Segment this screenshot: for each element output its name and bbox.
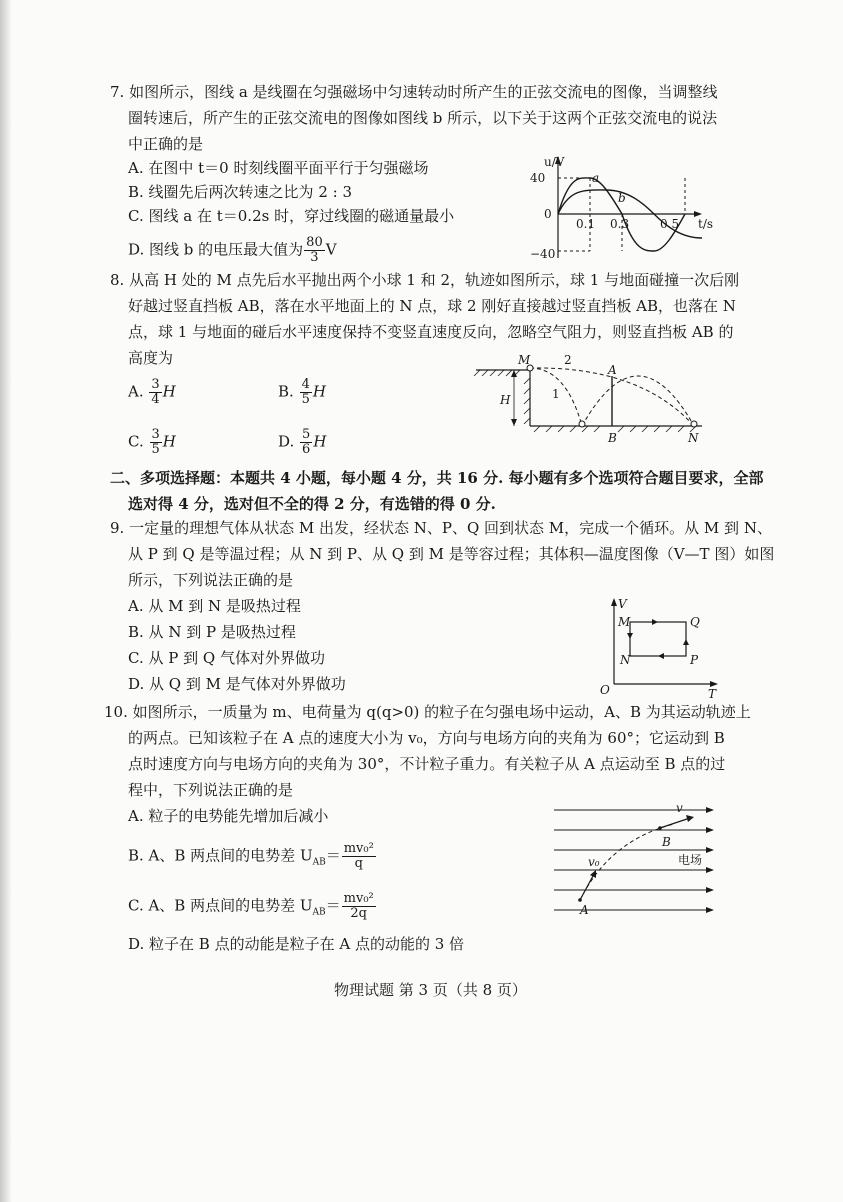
- q8-label-H: H: [500, 393, 511, 407]
- q9-label-M: M: [618, 615, 631, 629]
- q9-label-N: N: [620, 653, 631, 667]
- q8-label-ball2: 2: [564, 353, 572, 367]
- q10-option-b: B. A、B 两点间的电势差 $U_{AB}=$ $\frac{\text{mv₀²}}{q}$: [128, 841, 374, 871]
- q9-origin-O: O: [600, 683, 610, 697]
- q8-label-ball1: 1: [552, 387, 560, 401]
- q9-option-b: B. 从 N 到 P 是吸热过程: [128, 623, 296, 641]
- q9-label-Q: Q: [690, 615, 700, 629]
- q10-stem-line2: 的两点。已知该粒子在 A 点的速度大小为 v₀，方向与电场方向的夹角为 60°；它运动到 B: [128, 729, 725, 747]
- section2-header-line2: 选对得 4 分，选对但不全的得 2 分，有选错的得 0 分.: [128, 495, 496, 513]
- q10-option-c: C. A、B 两点间的电势差 $U_{AB}=$ $\frac{\text{mv₀²}}{2q}$: [128, 891, 374, 921]
- q7-label-a: a: [592, 171, 600, 185]
- q10-field-figure: [550, 800, 720, 928]
- q8-stem-line4: 高度为: [128, 349, 174, 367]
- q8-stem-line2: 好越过竖直挡板 AB，落在水平地面上的 N 点，球 2 刚好直接越过竖直挡板 AB，也落在 N: [128, 297, 736, 315]
- q9-option-a: A. 从 M 到 N 是吸热过程: [128, 597, 301, 615]
- q7-y-tick-0: 0: [544, 207, 552, 221]
- q9-option-c: C. 从 P 到 Q 气体对外界做功: [128, 649, 325, 667]
- q9-stem-line1: 9. 一定量的理想气体从状态 M 出发，经状态 N、P、Q 回到状态 M，完成一个循环。从 M 到 N、: [110, 519, 772, 537]
- q7-stem-line3: 中正确的是: [128, 135, 204, 153]
- q10-label-B: B: [662, 835, 671, 849]
- q7-label-b: b: [618, 191, 626, 205]
- q9-option-d: D. 从 Q 到 M 是气体对外界做功: [128, 675, 346, 693]
- q7-y-axis-label: u/V: [544, 155, 565, 169]
- q9-axis-T: T: [708, 687, 717, 701]
- q9-stem-line2: 从 P 到 Q 是等温过程；从 N 到 P、从 Q 到 M 是等容过程；其体积—温度图像（V—T 图）如图: [128, 545, 775, 563]
- q7-y-tick-40: 40: [530, 171, 546, 185]
- q7-y-tick-neg40: −40: [530, 247, 556, 261]
- q7-stem-line1: 7. 如图所示，图线 a 是线圈在匀强磁场中匀速转动时所产生的正弦交流电的图像，当调整线: [110, 83, 718, 101]
- q8-option-b: B. $\frac{4}{5}$ H: [278, 377, 326, 407]
- q9-stem-line3: 所示，下列说法正确的是: [128, 571, 294, 589]
- q8-projectile-figure: [470, 352, 710, 447]
- page-footer: 物理试题 第 3 页（共 8 页）: [334, 981, 527, 999]
- q8-option-a: A. $\frac{3}{4}$ H: [128, 377, 176, 407]
- section2-header-line1: 二、多项选择题：本题共 4 小题，每小题 4 分，共 16 分. 每小题有多个选项符合题目要求，全部: [110, 469, 764, 487]
- q9-axis-V: V: [618, 597, 627, 611]
- q7-x-tick-0.5: 0.5: [660, 217, 680, 231]
- q8-label-N: N: [688, 431, 699, 445]
- q10-stem-line4: 程中，下列说法正确的是: [128, 781, 294, 799]
- q8-stem-line3: 点，球 1 与地面的碰后水平速度保持不变竖直速度反向，忽略空气阻力，则竖直挡板 AB 的: [128, 323, 734, 341]
- q9-label-P: P: [690, 653, 699, 667]
- q7-option-b: B. 线圈先后两次转速之比为 2 : 3: [128, 183, 353, 201]
- q7-option-a: A. 在图中 t＝0 时刻线圈平面平行于匀强磁场: [128, 159, 429, 177]
- q7-x-tick-0.3: 0.3: [610, 217, 630, 231]
- q10-option-d: D. 粒子在 B 点的动能是粒子在 A 点的动能的 3 倍: [128, 935, 465, 953]
- q10-label-v: v: [676, 801, 683, 815]
- q9-vt-graph: [596, 594, 726, 701]
- q7-stem-line2: 圈转速后，所产生的正弦交流电的图像如图线 b 所示，以下关于这两个正弦交流电的说法: [128, 109, 718, 127]
- q7-ut-graph: [530, 154, 714, 264]
- q7-x-tick-0.1: 0.1: [576, 217, 596, 231]
- q8-label-A: A: [608, 363, 617, 377]
- q7-option-d: D. 图线 b 的电压最大值为 $\frac{80}{3}$ V: [128, 235, 337, 265]
- q10-label-v0: v₀: [588, 855, 600, 869]
- q8-label-M: M: [518, 353, 531, 367]
- q10-option-a: A. 粒子的电势能先增加后减小: [128, 807, 329, 825]
- q8-label-B: B: [608, 431, 617, 445]
- q10-stem-line1: 10. 如图所示，一质量为 m、电荷量为 q(q>0) 的粒子在匀强电场中运动，A、B 为其运动轨迹上: [104, 703, 751, 721]
- scan-edge-shadow: [0, 0, 12, 1202]
- q8-option-c: C. $\frac{3}{5}$ H: [128, 427, 176, 457]
- q10-stem-line3: 点时速度方向与电场方向的夹角为 30°，不计粒子重力。有关粒子从 A 点运动至 B 点的过: [128, 755, 726, 773]
- q7-option-c: C. 图线 a 在 t＝0.2s 时，穿过线圈的磁通量最小: [128, 207, 455, 225]
- q7-x-axis-label: t/s: [698, 217, 714, 231]
- q8-option-d: D. $\frac{5}{6}$ H: [278, 427, 327, 457]
- q10-label-field: 电场: [678, 853, 703, 867]
- q10-label-A: A: [580, 903, 589, 917]
- q8-stem-line1: 8. 从高 H 处的 M 点先后水平抛出两个小球 1 和 2，轨迹如图所示，球 1 与地面碰撞一次后刚: [110, 271, 740, 289]
